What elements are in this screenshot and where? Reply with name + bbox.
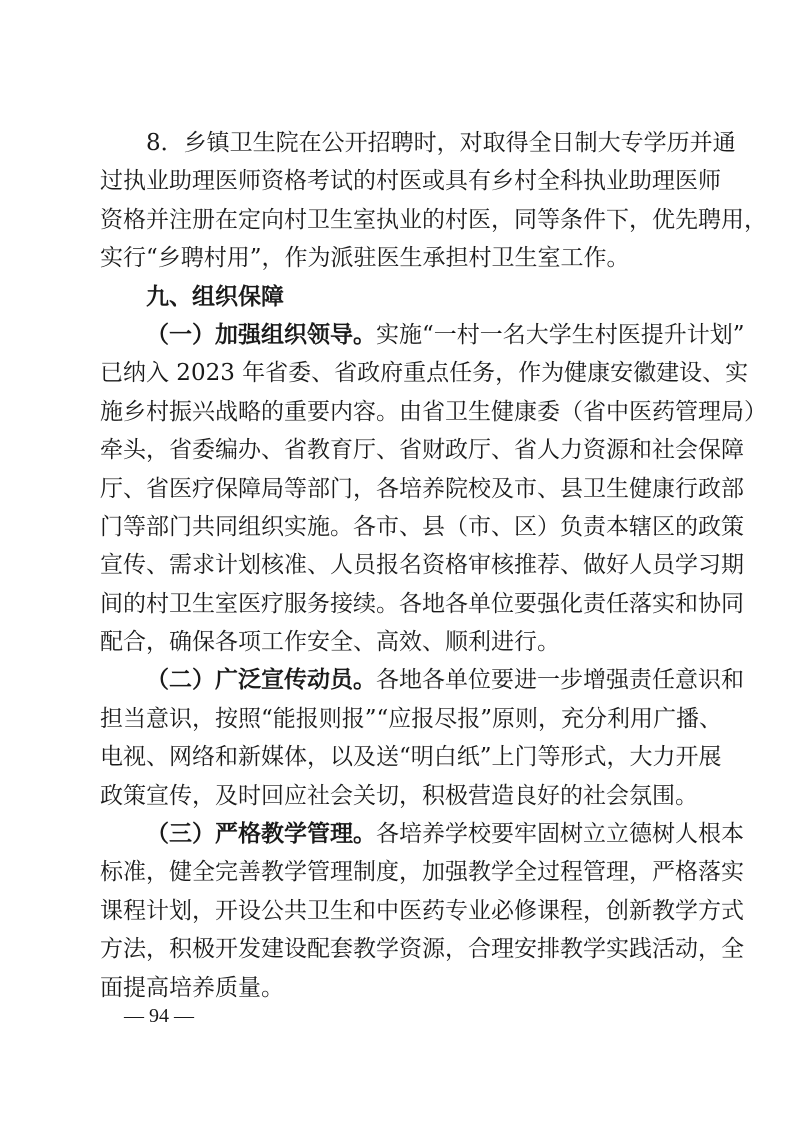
paragraph-line: 担当意识，按照“能报则报”“应报尽报”原则，充分利用广播、 [100,705,723,732]
item-lead: （一）加强组织领导。 [146,321,376,348]
item-2-paragraph [100,661,744,815]
paragraph-line: 配合，确保各项工作安全、高效、顺利进行。 [100,629,560,656]
paragraph-line: 过执业助理医师资格考试的村医或具有乡村全科执业助理医师 [100,168,721,195]
paragraph-line: 资格并注册在定向村卫生室执业的村医，同等条件下，优先聘用， [100,206,767,233]
paragraph-line: 施乡村振兴战略的重要内容。由省卫生健康委（省中医药管理局） [100,398,767,425]
item-lead: （二）广泛宣传动员。 [146,667,376,694]
paragraph-line [100,815,744,853]
page-number: — 94 — [124,1005,194,1027]
item-lead: （三）严格教学管理。 [146,821,376,848]
item-text: 各培养学校要牢固树立立德树人根本 [376,821,744,848]
paragraph-line: 宣传、需求计划核准、人员报名资格审核推荐、做好人员学习期 [100,552,744,579]
paragraph-line: 间的村卫生室医疗服务接续。各地各单位要强化责任落实和协同 [100,590,744,617]
paragraph-line: 政策宣传，及时回应社会关切，积极营造良好的社会氛围。 [100,782,698,809]
paragraph-line: 8．乡镇卫生院在公开招聘时，对取得全日制大专学历并通 [146,130,736,156]
item-text: 实施“一村一名大学生村医提升计划” [376,321,745,348]
section-heading: 九、组织保障 [146,283,284,310]
document-body [100,124,767,1007]
item-text: 各地各单位要进一步增强责任意识和 [376,667,744,694]
item-3-paragraph [100,815,744,1007]
paragraph-line [100,316,745,354]
paragraph-line: 标准，健全完善教学管理制度，加强教学全过程管理，严格落实 [100,859,744,886]
paragraph-line: 面提高培养质量。 [100,974,284,1001]
paragraph-8 [100,124,767,278]
paragraph-line: 电视、网络和新媒体，以及送“明白纸”上门等形式，大力开展 [100,744,722,771]
paragraph-line: 实行“乡聘村用”，作为派驻医生承担村卫生室工作。 [100,245,630,272]
paragraph-line: 已纳入 2023 年省委、省政府重点任务，作为健康安徽建设、实 [100,360,749,387]
paragraph-line [100,661,744,699]
paragraph-line: 方法，积极开发建设配套教学资源，合理安排教学实践活动，全 [100,936,744,963]
paragraph-line: 课程计划，开设公共卫生和中医药专业必修课程，创新教学方式 [100,897,744,924]
paragraph-line: 牵头，省委编办、省教育厅、省财政厅、省人力资源和社会保障 [100,437,744,464]
paragraph-line: 厅、省医疗保障局等部门，各培养院校及市、县卫生健康行政部 [100,475,744,502]
item-1-paragraph [100,316,767,662]
paragraph-line: 门等部门共同组织实施。各市、县（市、区）负责本辖区的政策 [100,513,744,540]
